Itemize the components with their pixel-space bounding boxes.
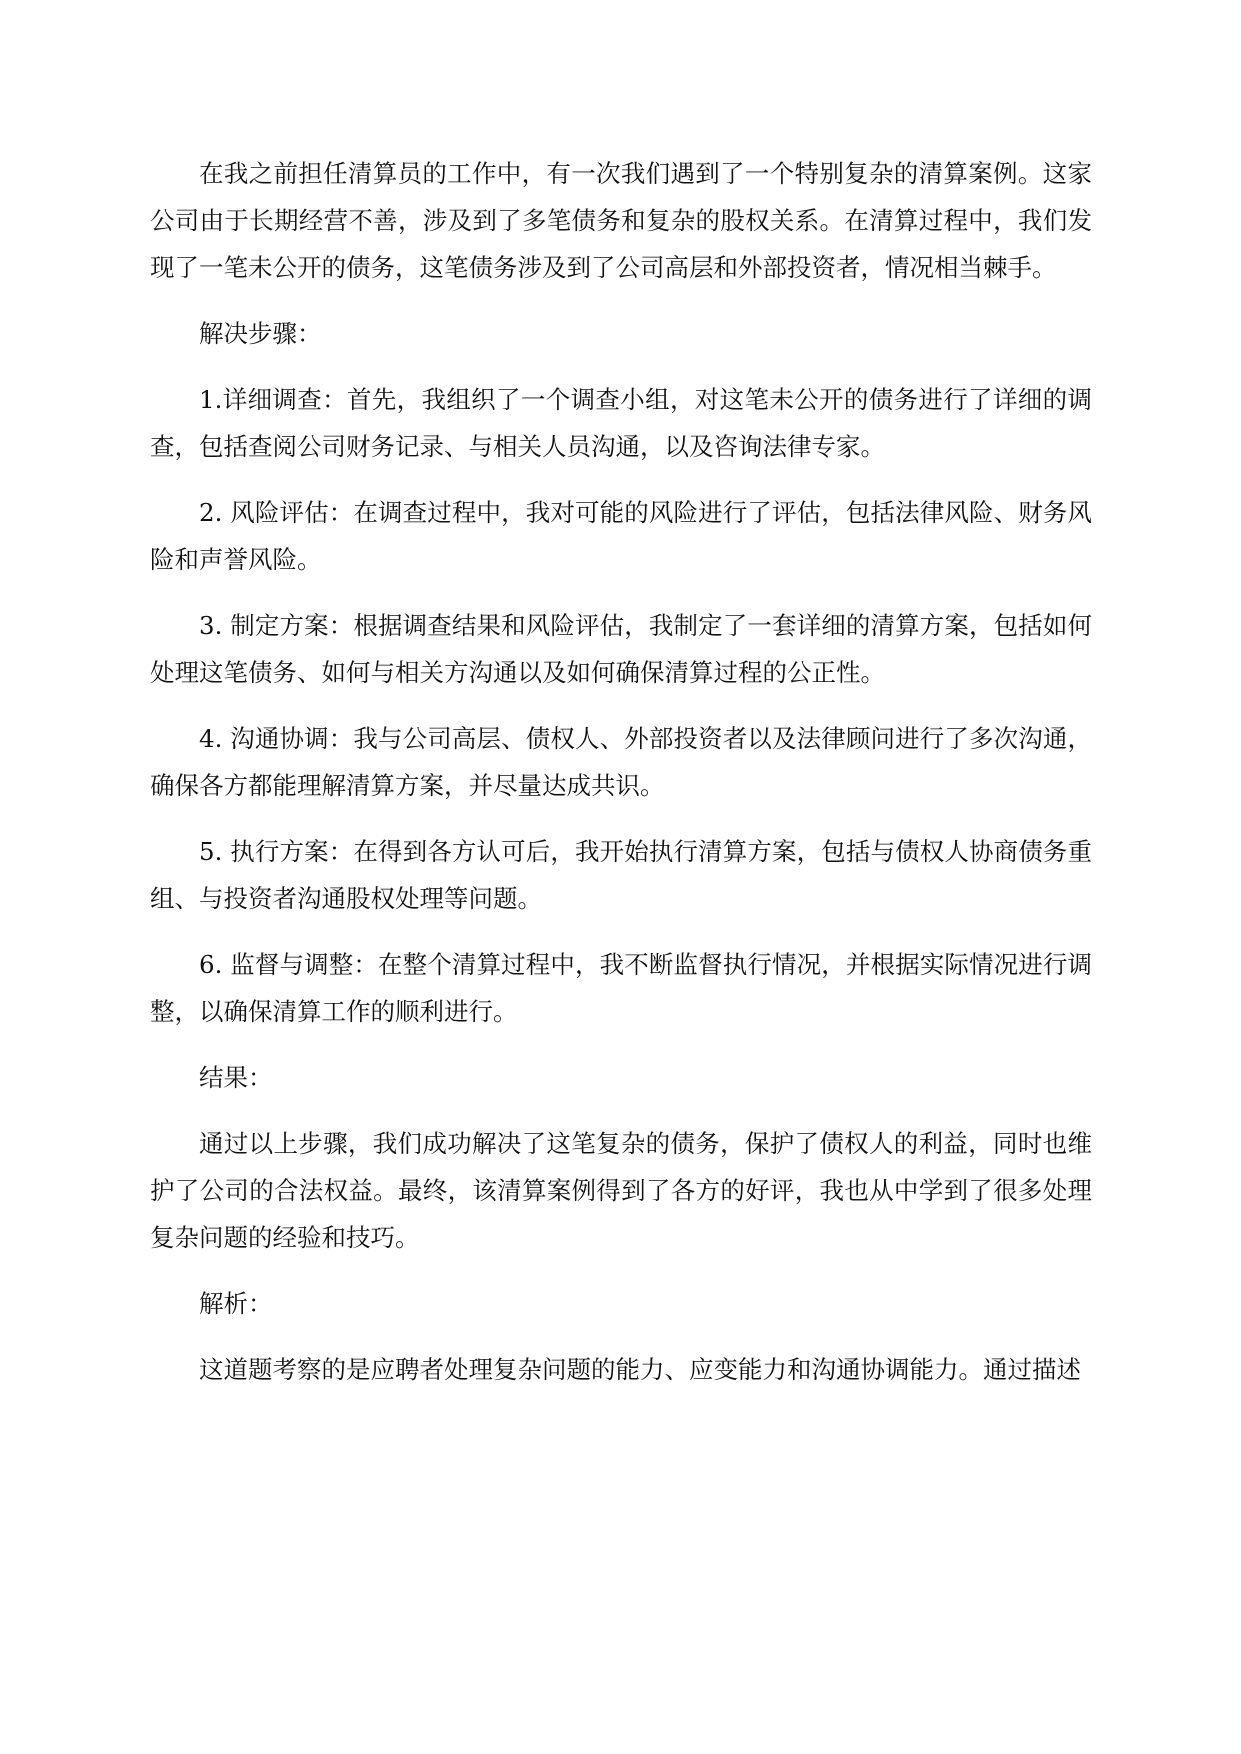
result-paragraph: 通过以上步骤，我们成功解决了这笔复杂的债务，保护了债权人的利益，同时也维护了公司的合法权益。最终，该清算案例得到了各方的好评，我也从中学到了很多处理复杂问题的经验和技巧。	[150, 1129, 1092, 1252]
steps-heading: 解决步骤：	[199, 319, 322, 348]
step-5-paragraph: 5. 执行方案：在得到各方认可后，我开始执行清算方案，包括与债权人协商债务重组、与投资者沟通股权处理等问题。	[150, 837, 1092, 913]
analysis-paragraph: 这道题考察的是应聘者处理复杂问题的能力、应变能力和沟通协调能力。通过描述	[199, 1355, 1081, 1384]
result-heading: 结果：	[199, 1063, 273, 1092]
analysis-heading: 解析：	[199, 1289, 273, 1318]
step-6-paragraph: 6. 监督与调整：在整个清算过程中，我不断监督执行情况，并根据实际情况进行调整，以确保清算工作的顺利进行。	[150, 950, 1092, 1026]
document-page	[150, 150, 1092, 1650]
step-1-paragraph: 1.详细调查：首先，我组织了一个调查小组，对这笔未公开的债务进行了详细的调查，包括查阅公司财务记录、与相关人员沟通，以及咨询法律专家。	[150, 385, 1092, 461]
step-4-paragraph: 4. 沟通协调：我与公司高层、债权人、外部投资者以及法律顾问进行了多次沟通，确保各方都能理解清算方案，并尽量达成共识。	[150, 724, 1092, 800]
step-3-paragraph: 3. 制定方案：根据调查结果和风险评估，我制定了一套详细的清算方案，包括如何处理这笔债务、如何与相关方沟通以及如何确保清算过程的公正性。	[150, 611, 1092, 687]
intro-paragraph: 在我之前担任清算员的工作中，有一次我们遇到了一个特别复杂的清算案例。这家公司由于长期经营不善，涉及到了多笔债务和复杂的股权关系。在清算过程中，我们发现了一笔未公开的债务，这笔债务涉及到了公司高层和外部投资者，情况相当棘手。	[150, 159, 1092, 282]
step-2-paragraph: 2. 风险评估：在调查过程中，我对可能的风险进行了评估，包括法律风险、财务风险和声誉风险。	[150, 498, 1092, 574]
